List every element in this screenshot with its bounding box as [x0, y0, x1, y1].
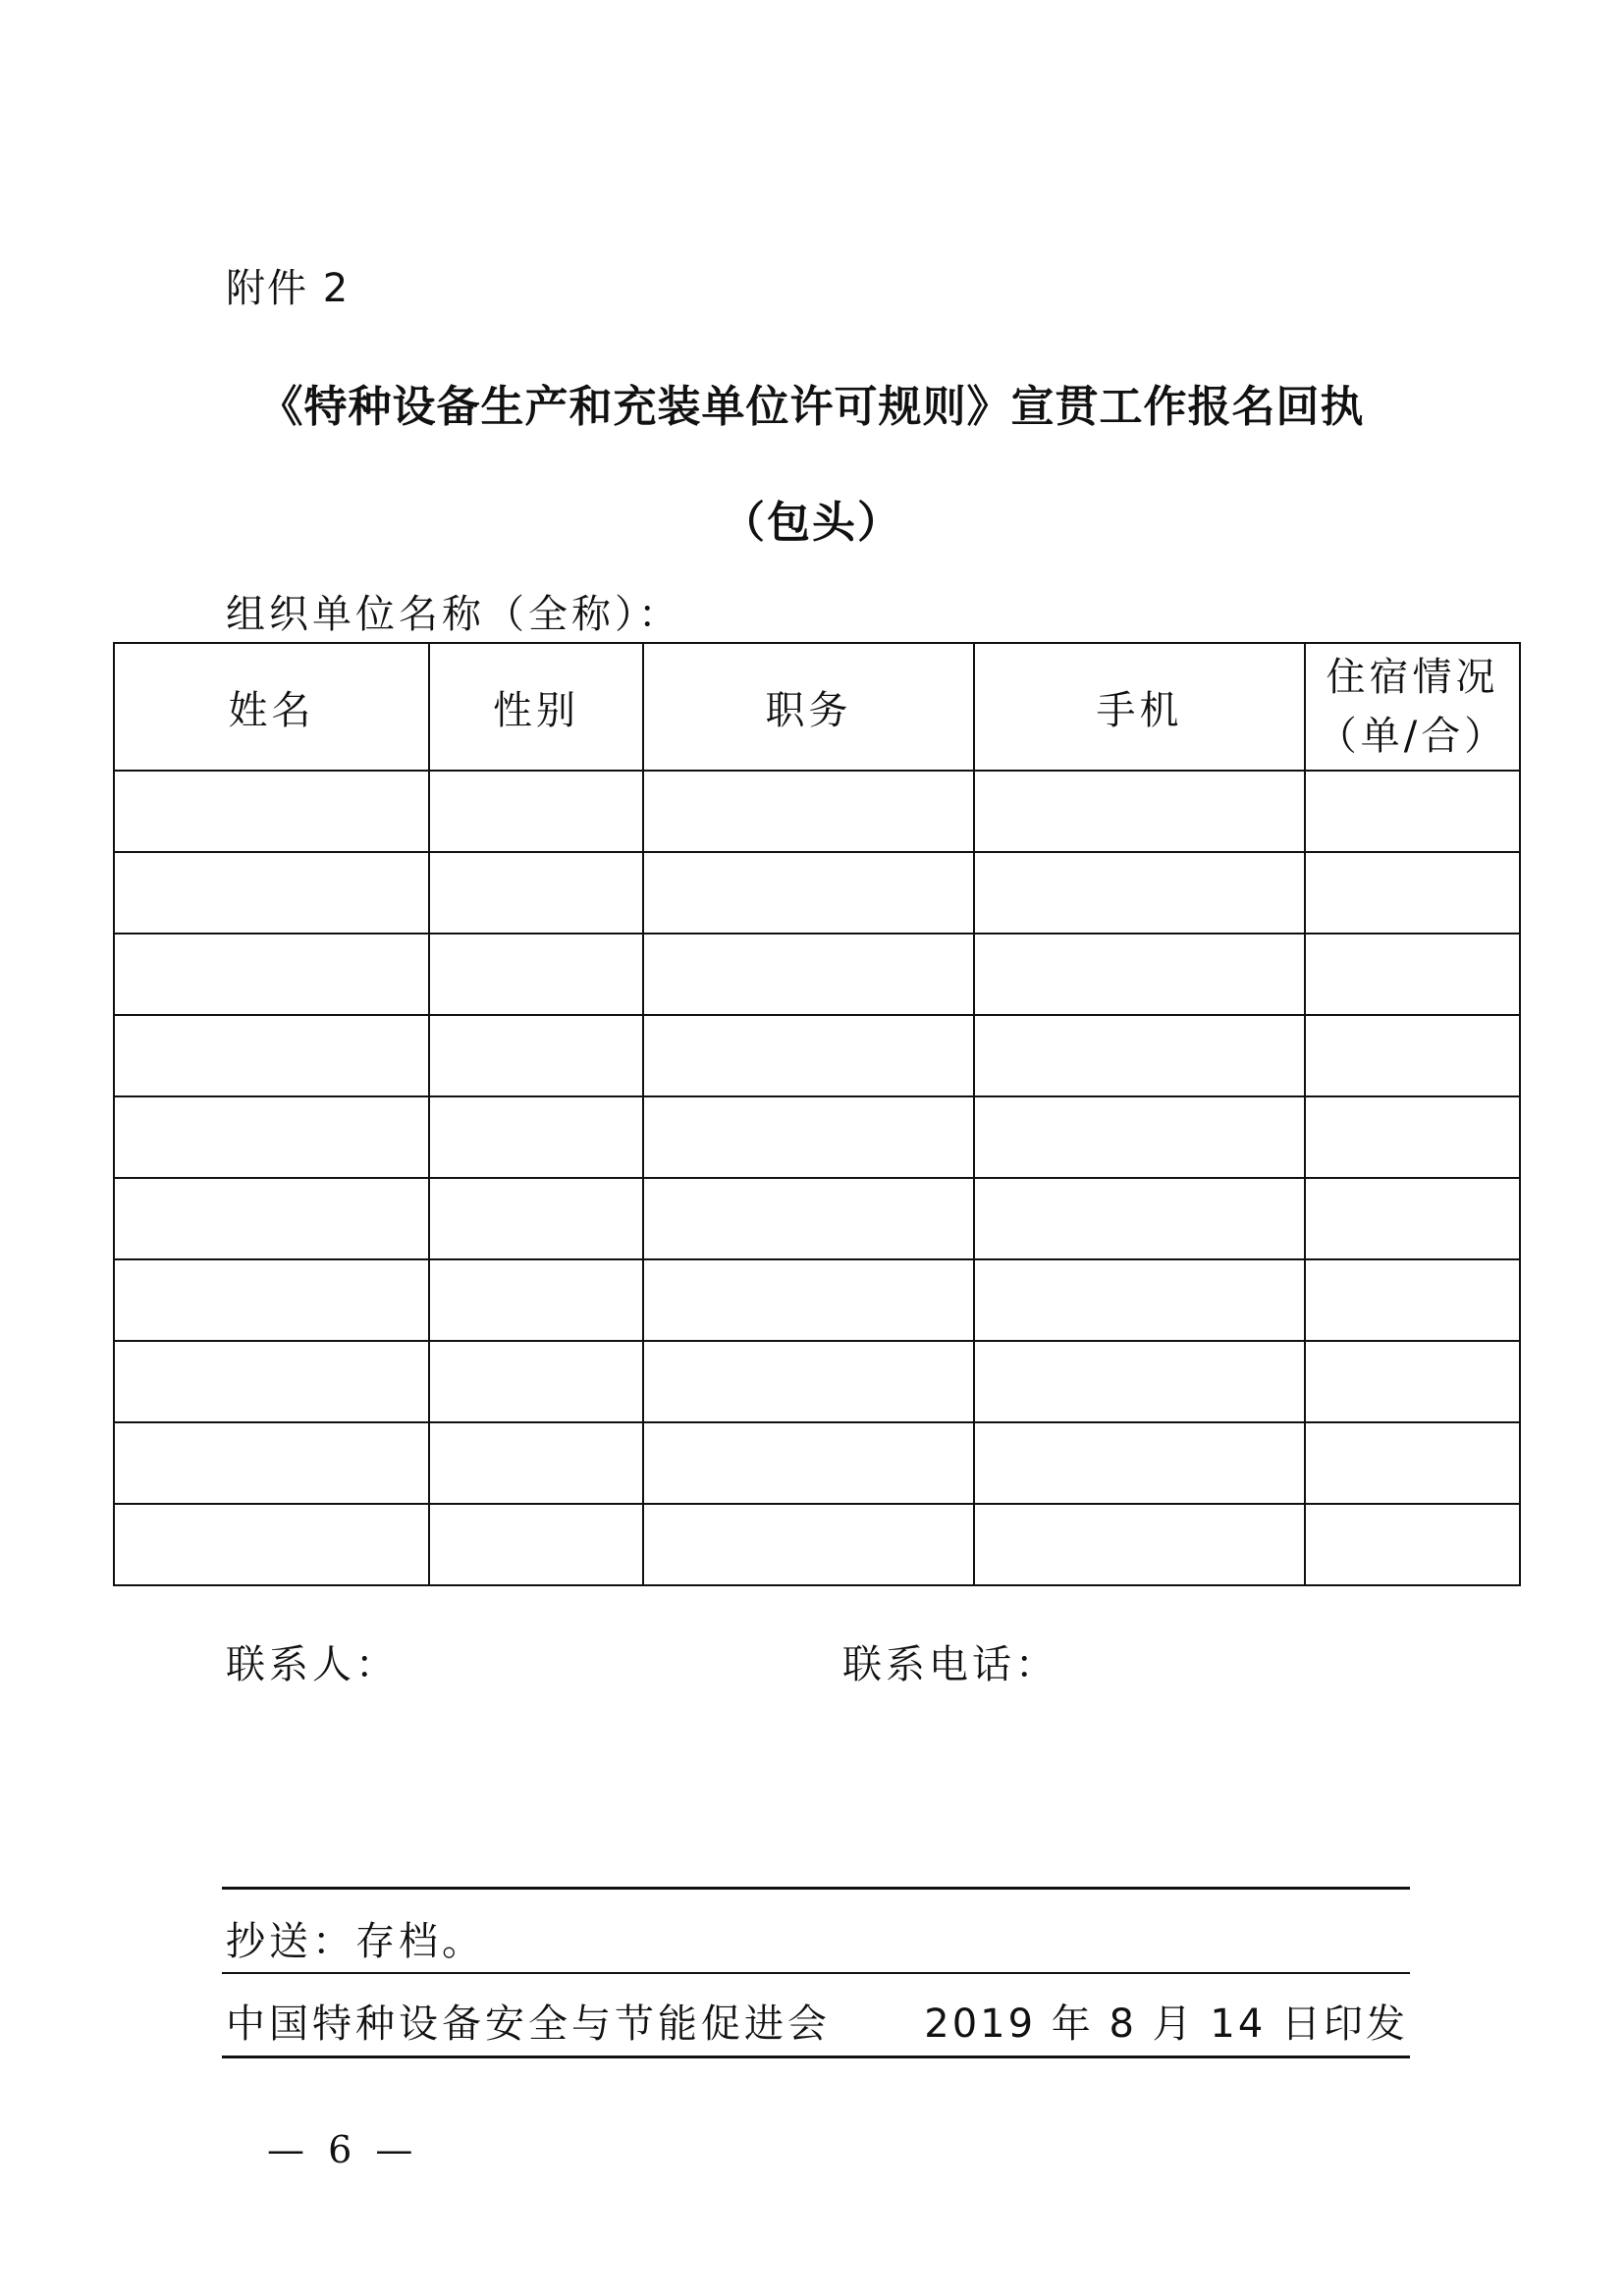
cell-mobile[interactable]: [974, 1096, 1305, 1178]
footer-bottom-rule: [222, 2056, 1410, 2058]
cell-name[interactable]: [114, 1178, 429, 1259]
cell-name[interactable]: [114, 1504, 429, 1585]
cell-mobile[interactable]: [974, 1259, 1305, 1341]
cell-name[interactable]: [114, 852, 429, 934]
cell-lodging[interactable]: [1305, 1178, 1520, 1259]
cell-position[interactable]: [643, 1341, 974, 1422]
table-row: [114, 1341, 1520, 1422]
cell-gender[interactable]: [429, 1259, 643, 1341]
page-number: — 6 —: [267, 2128, 419, 2171]
contact-phone-label: 联系电话：: [842, 1642, 1058, 1687]
cell-name[interactable]: [114, 1096, 429, 1178]
table-row: [114, 1422, 1520, 1504]
cell-gender[interactable]: [429, 1096, 643, 1178]
header-lodging-line2: （单/合）: [1317, 714, 1508, 759]
table-row: [114, 771, 1520, 852]
footer-top-rule: [222, 1887, 1410, 1890]
cell-name[interactable]: [114, 1015, 429, 1096]
cell-position[interactable]: [643, 1259, 974, 1341]
cell-lodging[interactable]: [1305, 852, 1520, 934]
cell-gender[interactable]: [429, 771, 643, 852]
cell-gender[interactable]: [429, 934, 643, 1015]
cell-position[interactable]: [643, 934, 974, 1015]
cell-mobile[interactable]: [974, 771, 1305, 852]
cell-name[interactable]: [114, 771, 429, 852]
header-mobile: 手机: [974, 643, 1305, 771]
cell-gender[interactable]: [429, 1504, 643, 1585]
cell-mobile[interactable]: [974, 852, 1305, 934]
cell-position[interactable]: [643, 771, 974, 852]
table-row: [114, 1504, 1520, 1585]
registration-table: [113, 642, 1521, 1586]
table-row: [114, 852, 1520, 934]
cell-position[interactable]: [643, 1096, 974, 1178]
cell-lodging[interactable]: [1305, 1422, 1520, 1504]
organization-name-label: 组织单位名称（全称）：: [226, 592, 681, 637]
header-lodging-line1: 住宿情况: [1326, 655, 1499, 700]
cell-gender[interactable]: [429, 1341, 643, 1422]
header-gender: 性别: [429, 643, 643, 771]
cell-mobile[interactable]: [974, 1178, 1305, 1259]
cell-lodging[interactable]: [1305, 1015, 1520, 1096]
issue-date: 2019 年 8 月 14 日印发: [924, 2002, 1408, 2047]
footer-middle-rule: [222, 1972, 1410, 1974]
cell-lodging[interactable]: [1305, 934, 1520, 1015]
cell-mobile[interactable]: [974, 1504, 1305, 1585]
issuer: 中国特种设备安全与节能促进会: [226, 2002, 831, 2047]
cell-lodging[interactable]: [1305, 1341, 1520, 1422]
table-body: [114, 771, 1520, 1585]
cell-lodging[interactable]: [1305, 1259, 1520, 1341]
header-position: 职务: [643, 643, 974, 771]
cell-mobile[interactable]: [974, 1341, 1305, 1422]
cell-gender[interactable]: [429, 1422, 643, 1504]
cell-gender[interactable]: [429, 1015, 643, 1096]
cell-mobile[interactable]: [974, 1015, 1305, 1096]
cell-gender[interactable]: [429, 852, 643, 934]
header-lodging: [1305, 643, 1520, 771]
cell-gender[interactable]: [429, 1178, 643, 1259]
table-row: [114, 1259, 1520, 1341]
cell-mobile[interactable]: [974, 1422, 1305, 1504]
cell-lodging[interactable]: [1305, 1504, 1520, 1585]
table-row: [114, 934, 1520, 1015]
cell-position[interactable]: [643, 1015, 974, 1096]
header-name: 姓名: [114, 643, 429, 771]
cell-name[interactable]: [114, 1422, 429, 1504]
contact-person-label: 联系人：: [226, 1642, 399, 1687]
table-row: [114, 1178, 1520, 1259]
table-header-row: [114, 643, 1520, 771]
cell-position[interactable]: [643, 1504, 974, 1585]
document-title: 《特种设备生产和充装单位许可规则》宣贯工作报名回执: [259, 382, 1365, 432]
cc-line: 抄送：存档。: [226, 1919, 485, 1964]
table-row: [114, 1096, 1520, 1178]
cell-lodging[interactable]: [1305, 771, 1520, 852]
table-row: [114, 1015, 1520, 1096]
cell-name[interactable]: [114, 1259, 429, 1341]
cell-name[interactable]: [114, 934, 429, 1015]
cell-position[interactable]: [643, 1422, 974, 1504]
cell-name[interactable]: [114, 1341, 429, 1422]
cell-mobile[interactable]: [974, 934, 1305, 1015]
document-subtitle: （包头）: [722, 498, 902, 548]
attachment-label: 附件 2: [226, 266, 351, 311]
cell-position[interactable]: [643, 852, 974, 934]
cell-lodging[interactable]: [1305, 1096, 1520, 1178]
cell-position[interactable]: [643, 1178, 974, 1259]
